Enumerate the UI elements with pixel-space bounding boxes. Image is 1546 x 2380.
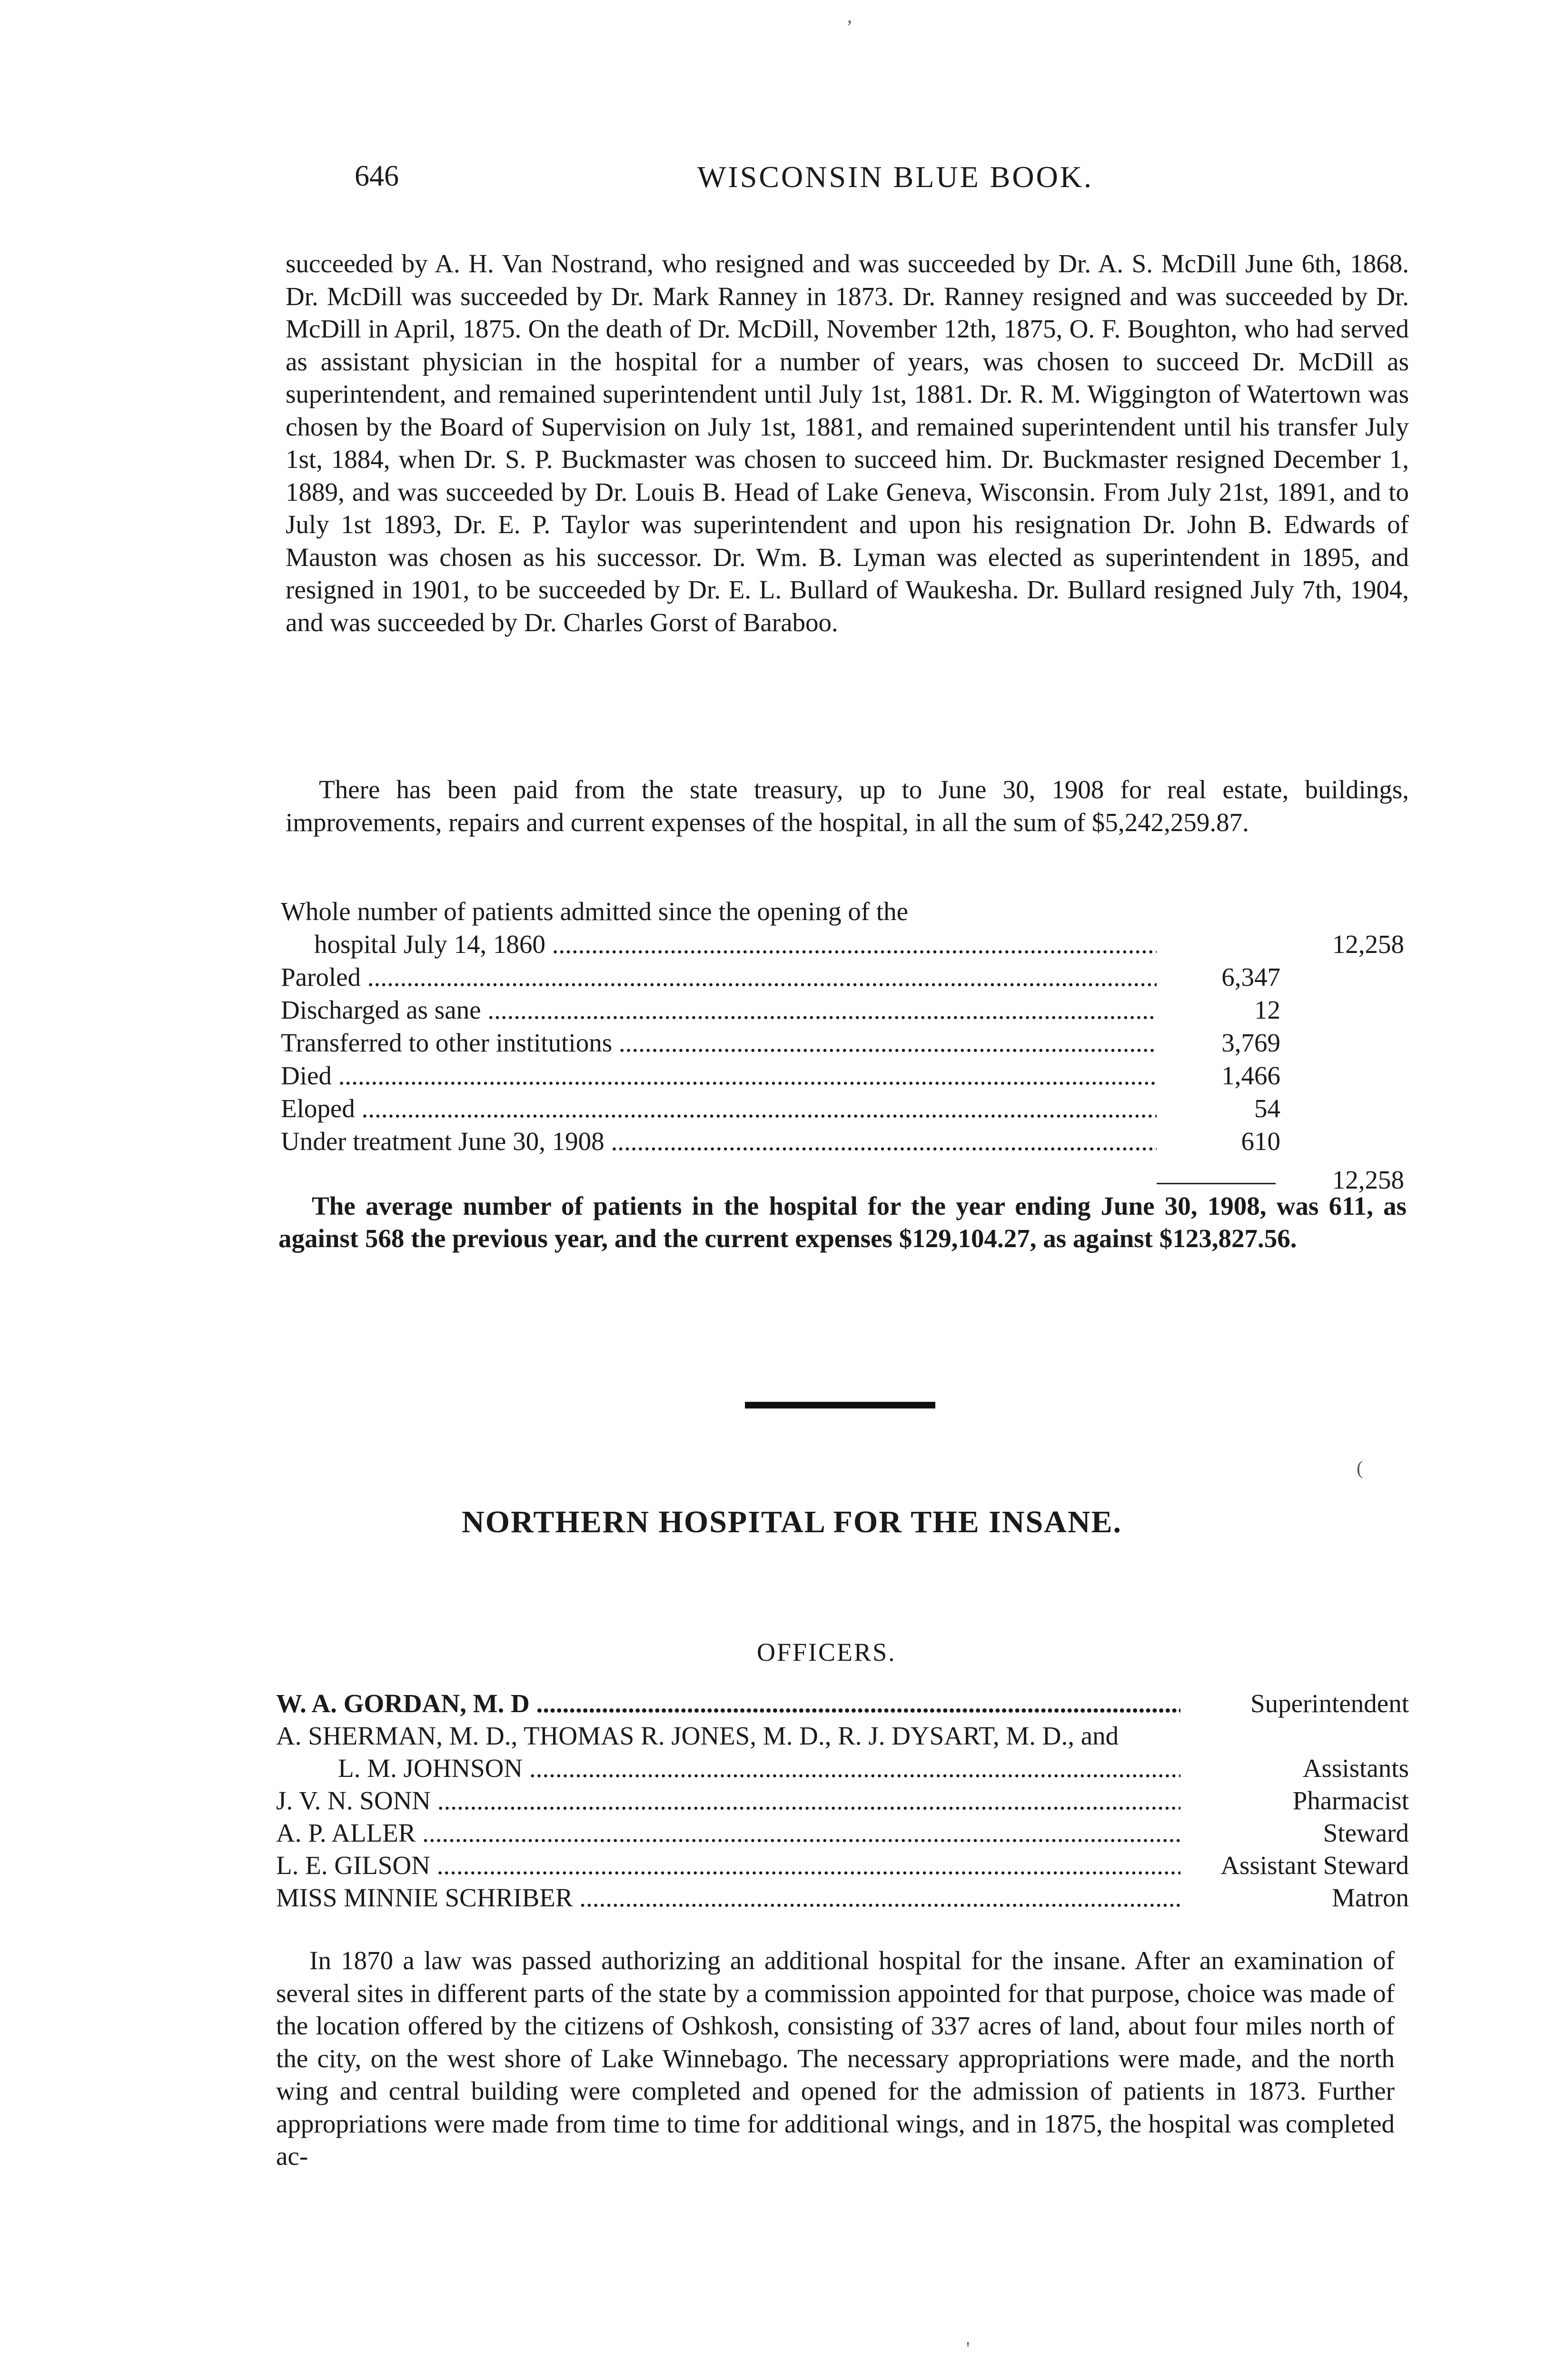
stat-label: Died ..... xyxy=(281,1059,1157,1092)
stat-row xyxy=(281,1092,1409,1125)
summary-text: The average number of patients in the hospital for the year ending June 30, 1908, was 611, as against 568 the previous year, and the current expenses $129,104.27, as against $123,827.56. xyxy=(278,1191,1407,1253)
history-text: succeeded by A. H. Van Nostrand, who resigned and was succeeded by Dr. A. S. McDill June 6th, 1868. Dr. McDill was succeeded by Dr. Mark Ranney in 1873. Dr. Ranney resigned and was succeeded by Dr. McDill in April, 1875. On the death of Dr. McDill, November 12th, 1875, O. F. Boughton, who had served as assistant physician in the hospital for a number of years, was chosen to succeed Dr. McDill as superintendent, and remained superintendent until July 1st, 1881. Dr. R. M. Wiggington of Watertown was chosen by the Board of Supervision on July 1st, 1881, and remained superintendent until his transfer July 1st, 1884, when Dr. S. P. Buckmaster was chosen to succeed him. Dr. Buckmaster resigned December 1, 1889, and was succeeded by Dr. Louis B. Head of Lake Geneva, Wisconsin. From July 21st, 1891, and to July 1st 1893, Dr. E. P. Taylor was superintendent and upon his resignation Dr. John B. Edwards of Mauston was chosen as his successor. Dr. Wm. B. Lyman was elected as superintendent in 1895, and resigned in 1901, to be succeeded by Dr. E. L. Bullard of Waukesha. Dr. Bullard resigned July 7th, 1904, and was succeeded by Dr. Charles Gorst of Baraboo. xyxy=(286,249,1409,637)
officer-row xyxy=(276,1687,1409,1720)
oshkosh-paragraph xyxy=(276,1944,1395,2173)
stat-value: 1,466 xyxy=(1221,1061,1280,1090)
stat-label: Paroled ..... xyxy=(281,961,1157,993)
officer-name: J. V. N. SONN ..... xyxy=(276,1785,1180,1817)
officer-title: Assistants xyxy=(1299,1752,1409,1785)
officer-title: Steward xyxy=(1319,1817,1409,1849)
stat-value: 610 xyxy=(1241,1127,1280,1156)
stat-whole-total: 12,258 xyxy=(1332,930,1404,959)
stat-value: 54 xyxy=(1254,1094,1280,1123)
stray-mark: , xyxy=(847,5,852,27)
stat-label: Transferred to other institutions ..... xyxy=(281,1026,1157,1059)
officer-title: Superintendent xyxy=(1247,1687,1409,1720)
stat-label: Under treatment June 30, 1908 ..... xyxy=(281,1125,1157,1158)
stray-mark: ( xyxy=(1357,1457,1363,1478)
officer-name: A. P. ALLER ..... xyxy=(276,1817,1180,1849)
expenditure-text: There has been paid from the state treasury, up to June 30, 1908 for real estate, buildings, improvements, repairs and current expenses of the hospital, in all the sum of $5,242,259.87. xyxy=(286,775,1409,837)
officer-row xyxy=(276,1817,1409,1849)
stat-label: Eloped ..... xyxy=(281,1092,1157,1125)
stat-value: 6,347 xyxy=(1221,962,1280,992)
total-rule xyxy=(1157,1183,1276,1184)
history-paragraph xyxy=(286,248,1409,639)
patient-statistics xyxy=(281,895,1409,1194)
officer-name: L. M. JOHNSON ..... xyxy=(338,1752,1180,1785)
stat-row xyxy=(281,1125,1409,1158)
stat-grand-total: 12,258 xyxy=(1332,1165,1404,1194)
stat-label: hospital July 14, 1860 ..... xyxy=(314,928,1157,961)
stray-mark: ' xyxy=(966,2338,970,2359)
stat-row xyxy=(281,993,1409,1026)
stat-row-whole-line2 xyxy=(281,928,1409,961)
officers-heading: OFFICERS. xyxy=(757,1638,896,1666)
stat-row-grand-total xyxy=(281,1158,1409,1194)
officer-row xyxy=(276,1849,1409,1882)
page-header xyxy=(355,159,1226,212)
stat-value: 3,769 xyxy=(1221,1028,1280,1057)
stat-row xyxy=(281,1026,1409,1059)
officer-title: Matron xyxy=(1328,1882,1409,1914)
officers-list xyxy=(276,1687,1409,1914)
officer-row xyxy=(276,1720,1409,1752)
expenditure-paragraph xyxy=(286,774,1409,839)
officer-name: W. A. GORDAN, M. D ..... xyxy=(276,1687,1180,1720)
officer-title: Assistant Steward xyxy=(1217,1849,1409,1882)
section-divider xyxy=(745,1402,935,1408)
stat-row-whole-line1 xyxy=(281,895,1409,928)
officer-row xyxy=(276,1882,1409,1914)
officer-row xyxy=(276,1785,1409,1817)
stat-value: 12 xyxy=(1254,995,1280,1024)
officer-name: A. SHERMAN, M. D., THOMAS R. JONES, M. D., R. J. DYSART, M. D., and xyxy=(276,1721,1119,1750)
section-title: NORTHERN HOSPITAL FOR THE INSANE. xyxy=(462,1505,1122,1539)
stat-label: Whole number of patients admitted since the opening of the xyxy=(281,897,909,926)
officer-name: L. E. GILSON ..... xyxy=(276,1849,1180,1882)
stat-label: Discharged as sane ..... xyxy=(281,993,1157,1026)
stat-row xyxy=(281,1059,1409,1092)
officer-title: Pharmacist xyxy=(1289,1785,1409,1817)
running-title: WISCONSIN BLUE BOOK. xyxy=(697,160,1093,194)
officer-name: MISS MINNIE SCHRIBER ..... xyxy=(276,1882,1180,1914)
officer-row xyxy=(276,1752,1409,1785)
oshkosh-text: In 1870 a law was passed authorizing an additional hospital for the insane. After an examination of several sites in different parts of the state by a commission appointed for that purpose, choice was made of the location offered by the citizens of Oshkosh, consisting of 337 acres of land, about four miles north of the city, on the west shore of Lake Winnebago. The necessary appropriations were made, and the north wing and central building were completed and opened for the admission of patients in 1873. Further appropriations were made from time to time for additional wings, and in 1875, the hospital was completed ac- xyxy=(276,1946,1395,2171)
summary-paragraph xyxy=(278,1190,1407,1255)
stat-row xyxy=(281,961,1409,993)
page-number: 646 xyxy=(355,160,399,192)
